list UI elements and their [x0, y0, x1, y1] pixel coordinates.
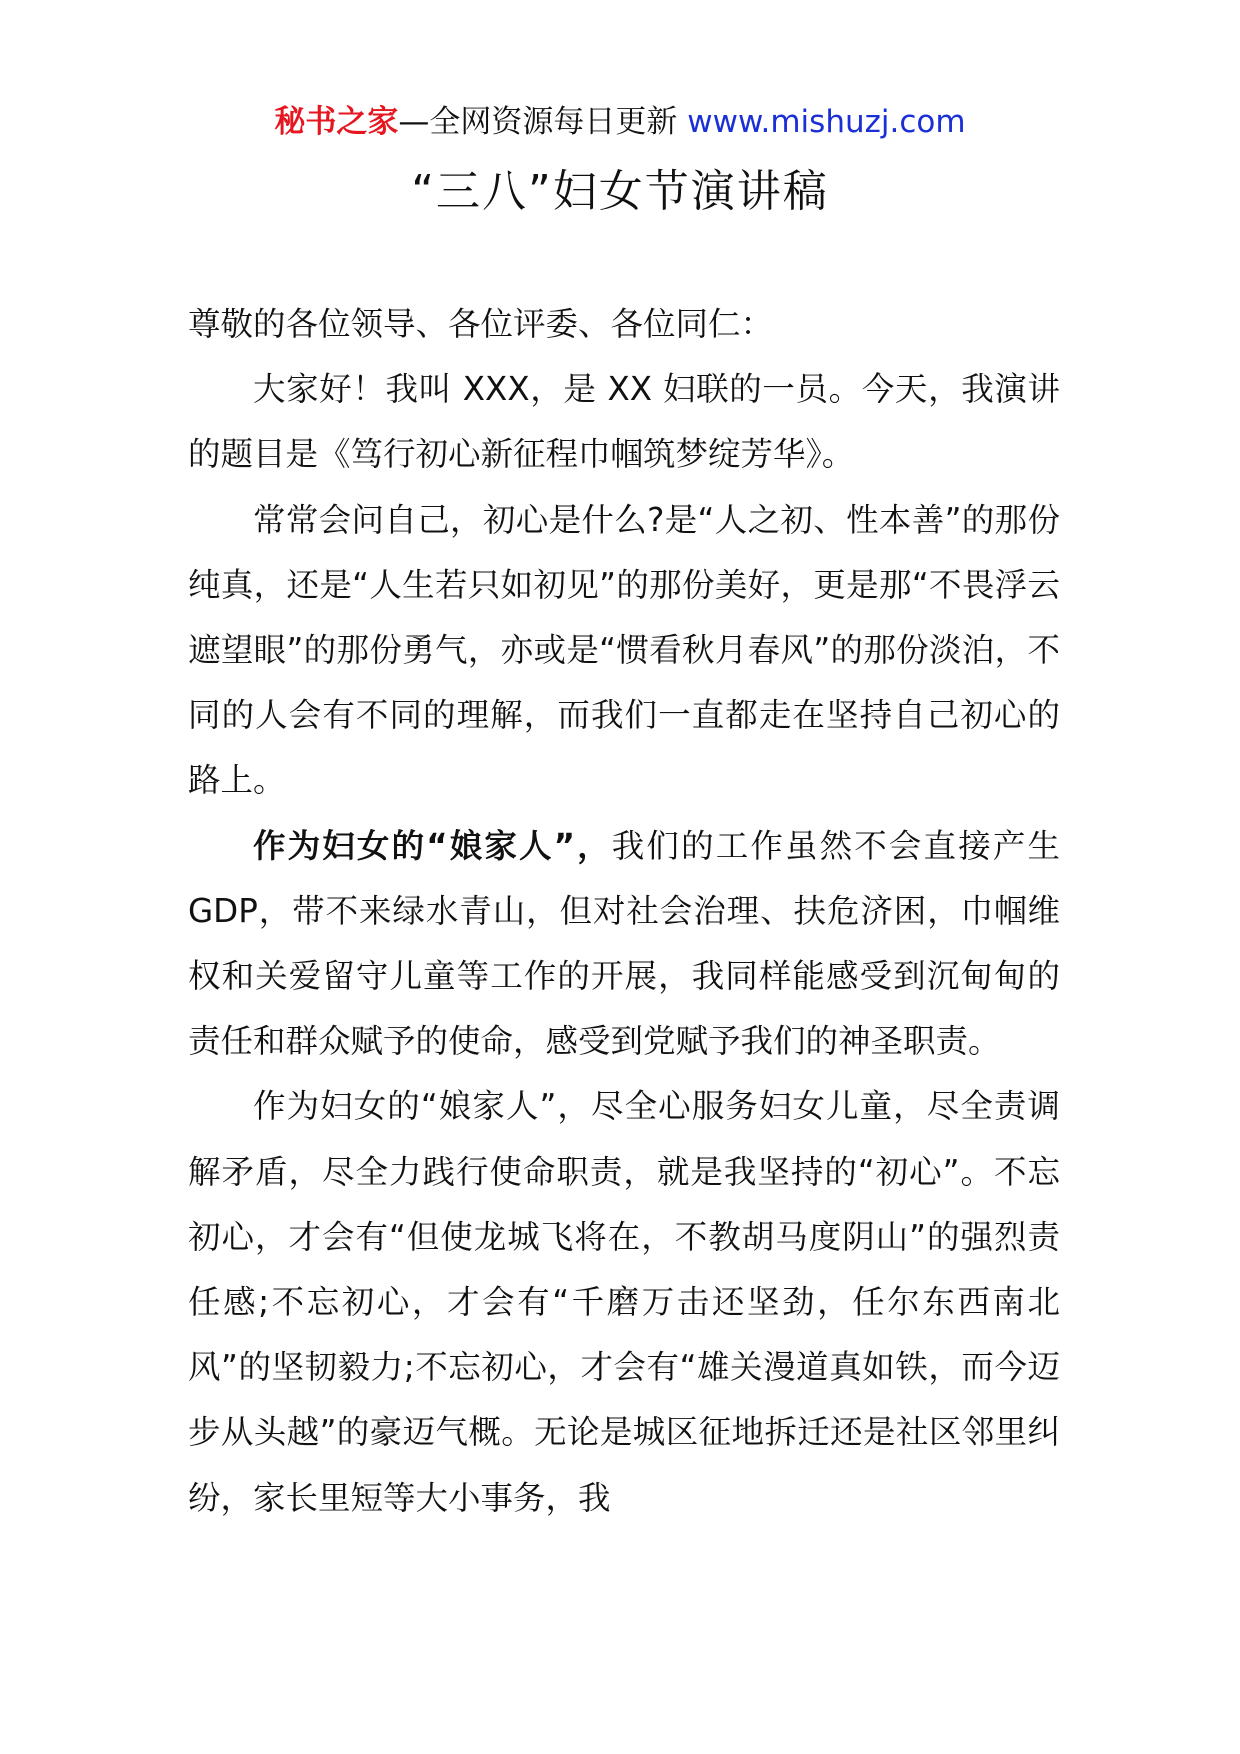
document-body: [188, 292, 1060, 1531]
header-banner: [0, 100, 1240, 144]
brand-name: 秘书之家: [274, 104, 399, 140]
paragraph-3: [188, 814, 1060, 1075]
paragraph-3-bold-lead: 作为妇女的“娘家人”，: [253, 826, 612, 865]
paragraph-3-text: 我们的工作虽然不会直接产生 GDP，带不来绿水青山，但对社会治理、扶危济困，巾帼维权和关爱留守儿童等工作的开展，我同样能感受到沉甸甸的责任和群众赋予的使命，感受到党赋予我们的神圣职责。: [188, 826, 1060, 1061]
paragraph-1: 大家好！我叫 XXX，是 XX 妇联的一员。今天，我演讲的题目是《笃行初心新征程巾帼筑梦绽芳华》。: [188, 370, 1060, 474]
header-slogan: 全网资源每日更新: [429, 104, 678, 140]
paragraph-4: 作为妇女的“娘家人”，尽全心服务妇女儿童，尽全责调解矛盾，尽全力践行使命职责，就是我坚持的“初心”。不忘初心，才会有“但使龙城飞将在，不教胡马度阴山”的强烈责任感;不忘初心，才会有“千磨万击还坚劲，任尔东西南北风”的坚韧毅力;不忘初心，才会有“雄关漫道真如铁，而今迈步从头越”的豪迈气概。无论是城区征地拆迁还是社区邻里纠纷，家长里短等大小事务，我: [188, 1087, 1060, 1517]
paragraph-2: 常常会问自己，初心是什么?是“人之初、性本善”的那份纯真，还是“人生若只如初见”的那份美好，更是那“不畏浮云遮望眼”的那份勇气，亦或是“惯看秋月春风”的那份淡泊，不同的人会有不同的理解，而我们一直都走在坚持自己初心的路上。: [188, 500, 1060, 800]
header-dash: —: [398, 104, 430, 140]
salutation: 尊敬的各位领导、各位评委、各位同仁：: [188, 305, 774, 343]
document-title: “三八”妇女节演讲稿: [411, 166, 829, 217]
website-link[interactable]: www.mishuzj.com: [687, 104, 966, 140]
